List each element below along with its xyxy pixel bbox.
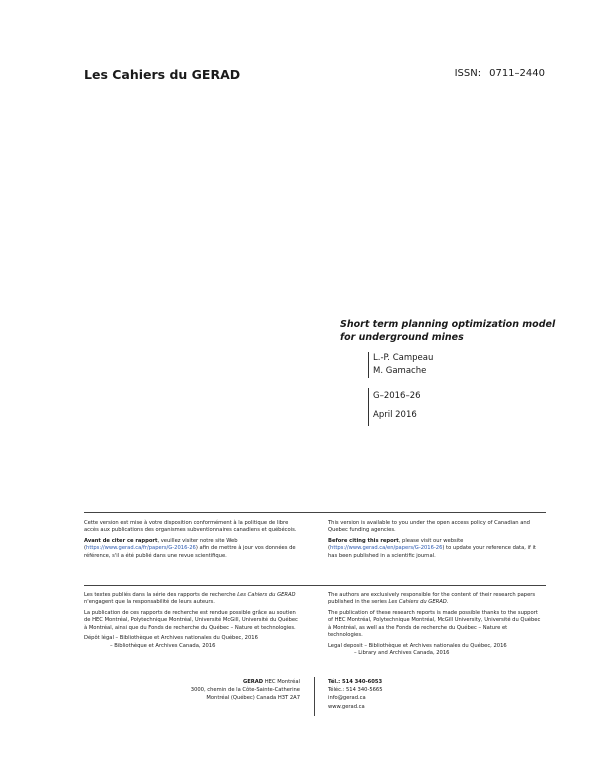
legal-en-p1-a: The authors are exclusively responsible for the content of their research papers published in the series (328, 592, 536, 606)
author-1: L.-P. Campeau (373, 353, 434, 363)
legal-en-p2: The publication of these research reports is made possible thanks to the support of HEC Montréal, Polytechnique Montréal, McGill University, Université du Québec à Montréal, as well as the Fonds de recherche du Québec – Nature et technologies. (328, 610, 541, 638)
address-line1: 3000, chemin de la Côte-Sainte-Catherine (190, 687, 300, 694)
contact-tel: Tél.: 514 340-6053 (328, 679, 383, 685)
legal-en-depot-2: – Library and Archives Canada, 2016 (354, 650, 450, 657)
legal-en-p1 (328, 592, 543, 607)
report-number-block (368, 388, 421, 426)
gerad-org-bold: GERAD (242, 679, 264, 685)
legal-fr-p1-b: n'engagent que la responsabilité de leurs auteurs. (84, 599, 215, 606)
notice-english (328, 520, 543, 563)
legal-fr-depot-2: – Bibliothèque et Archives Canada, 2016 (110, 642, 216, 649)
report-date: April 2016 (373, 410, 417, 420)
report-number: G–2016–26 (373, 391, 421, 401)
gerad-address (84, 678, 300, 703)
gerad-org-rest: HEC Montréal (263, 679, 300, 685)
footer-divider (314, 677, 315, 716)
legal-fr-depot (84, 635, 299, 650)
report-title-line2: for underground mines (340, 332, 464, 343)
legal-en-p1-b: . (446, 599, 449, 606)
author-2: M. Gamache (373, 366, 427, 376)
notice-fr-p1: Cette version est mise à votre disposition conformément à la politique de libre accès aux publications des organismes subventionnaires canadiens et québécois. (84, 520, 297, 534)
issn-value: 0711–2440 (489, 68, 545, 79)
notice-fr-link[interactable]: https://www.gerad.ca/fr/papers/G-2016-26 (86, 545, 196, 552)
notice-en-text-a: , please visit our website ( (328, 538, 464, 552)
report-title-line1: Short term planning optimization model (340, 319, 556, 330)
notice-fr-p2 (84, 538, 299, 560)
notice-en-text-b: ) to update your reference data, if it has been published in a scientific journal. (328, 545, 536, 559)
notice-en-link[interactable]: https://www.gerad.ca/en/papers/G-2016-26 (330, 545, 443, 552)
report-title (340, 318, 560, 344)
contact-web[interactable]: www.gerad.ca (328, 703, 365, 710)
notice-fr-text-b: ) afin de mettre à jour vos données de référence, s'il a été publié dans une revue scientifique. (84, 545, 296, 559)
legal-fr-series: Les Cahiers du GERAD (237, 592, 296, 598)
contact-fax: Téléc.: 514 340-5665 (328, 687, 383, 694)
notice-en-p2 (328, 538, 543, 560)
legal-en-depot (328, 643, 543, 658)
issn-label: ISSN: (454, 68, 482, 79)
notice-french (84, 520, 299, 563)
contact-email[interactable]: info@gerad.ca (328, 695, 366, 702)
legal-fr-p1-a: Les textes publiés dans la série des rapports de recherche (84, 592, 238, 598)
author-list (368, 352, 433, 378)
notice-fr-bold: Avant de citer ce rapport (84, 538, 158, 545)
legal-en-depot-1: Legal deposit – Bibliothèque et Archives nationales du Québec, 2016 (328, 642, 507, 649)
series-title: Les Cahiers du GERAD (84, 67, 241, 82)
notice-en-p1: This version is available to you under the open access policy of Canadian and Quebec funding agencies. (328, 520, 530, 534)
legal-fr-p2: La publication de ces rapports de recherche est rendue possible grâce au soutien de HEC Montréal, Polytechnique Montréal, Université McGill, Université du Québec à Montréal, ainsi que du Fonds de recherche du Québec – Nature et technologies. (84, 610, 298, 631)
legal-en-series: Les Cahiers du GERAD (388, 599, 447, 606)
issn (455, 68, 545, 79)
gerad-org (84, 678, 300, 686)
legal-french (84, 592, 299, 654)
divider-top (84, 512, 546, 513)
notice-en-bold: Before citing this report (328, 538, 399, 545)
legal-fr-p1 (84, 592, 299, 607)
divider-middle (84, 585, 546, 586)
legal-english (328, 592, 543, 661)
legal-fr-depot-1: Dépôt légal – Bibliothèque et Archives nationales du Québec, 2016 (84, 635, 258, 642)
gerad-contact (328, 678, 383, 711)
address-line2: Montréal (Québec) Canada H3T 2A7 (206, 695, 300, 702)
notice-fr-text-a: , veuillez visiter notre site Web ( (84, 538, 238, 552)
